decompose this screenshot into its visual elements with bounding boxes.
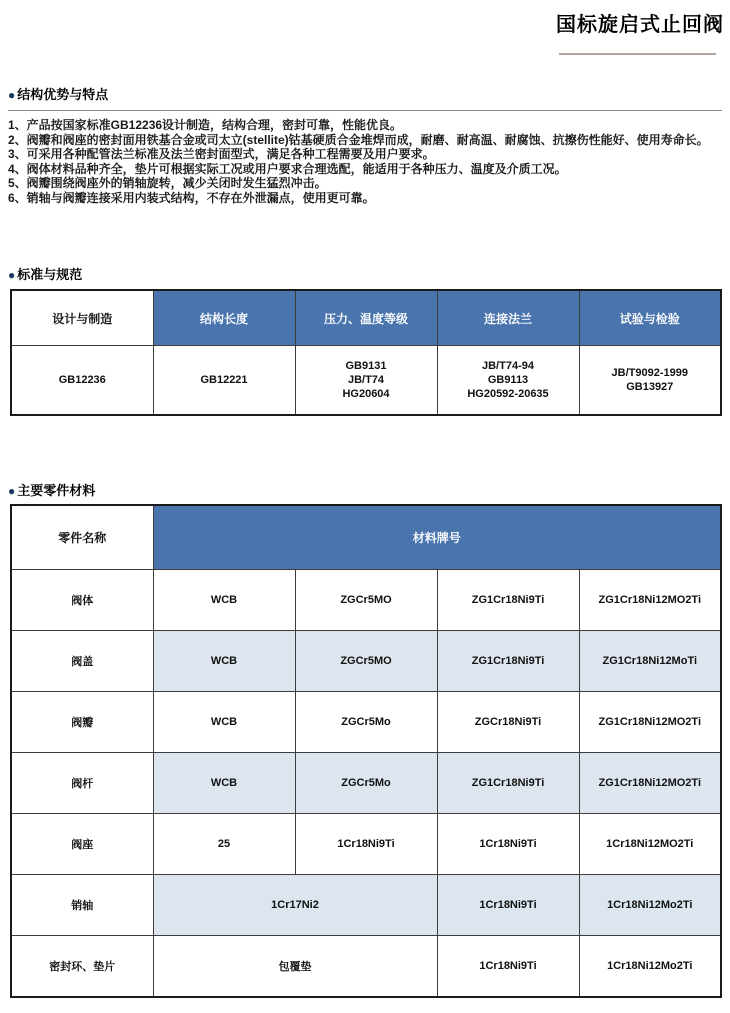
- material-grade-cell: 1Cr18Ni12Mo2Ti: [579, 875, 721, 936]
- materials-row: [11, 631, 721, 692]
- materials-header-row: [11, 505, 721, 570]
- section-heading-features-label: 结构优势与特点: [17, 87, 109, 102]
- standards-value-cell: [437, 346, 579, 416]
- standard-code: GB13927: [626, 381, 674, 393]
- part-name-cell: 阀体: [11, 570, 153, 631]
- feature-item: 1、产品按国家标准GB12236设计制造，结构合理，密封可靠，性能优良。: [8, 118, 403, 132]
- page-title: 国标旋启式止回阀: [556, 14, 724, 36]
- material-grade-cell: ZGCr5Mo: [295, 753, 437, 814]
- material-grade-cell: 1Cr18Ni9Ti: [295, 814, 437, 875]
- material-grade-cell: ZG1Cr18Ni9Ti: [437, 753, 579, 814]
- standard-code: GB9131: [345, 360, 387, 372]
- feature-item: 6、销轴与阀瓣连接采用内装式结构，不存在外泄漏点，使用更可靠。: [8, 190, 375, 205]
- part-name-cell: 阀盖: [11, 631, 153, 692]
- material-grade-cell: ZGCr5MO: [295, 631, 437, 692]
- feature-item: 3、可采用各种配管法兰标准及法兰密封面型式，满足各种工程需要及用户要求。: [8, 147, 435, 162]
- material-grade-cell: 1Cr18Ni9Ti: [437, 814, 579, 875]
- material-grade-cell: 1Cr17Ni2: [153, 875, 437, 936]
- materials-row: [11, 875, 721, 936]
- section-heading-features: [8, 84, 108, 103]
- standards-header-row: [11, 290, 721, 346]
- material-grade-cell: ZG1Cr18Ni9Ti: [437, 631, 579, 692]
- material-grade-cell: ZG1Cr18Ni12MO2Ti: [579, 692, 721, 753]
- materials-table-wrap: [10, 504, 722, 998]
- standards-value-row: [11, 346, 721, 416]
- material-grade-cell: 1Cr18Ni9Ti: [437, 936, 579, 998]
- standards-value-cell: [11, 346, 153, 416]
- part-name-cell: 密封环、垫片: [11, 936, 153, 998]
- heading-divider: [8, 110, 722, 111]
- material-grade-cell: 25: [153, 814, 295, 875]
- bullet-icon: ●: [8, 484, 16, 498]
- standards-header-cell: 试验与检验: [579, 290, 721, 346]
- material-grade-cell: ZG1Cr18Ni12MoTi: [579, 631, 721, 692]
- materials-name-header: 零件名称: [11, 505, 153, 570]
- part-name-cell: 阀杆: [11, 753, 153, 814]
- feature-item: 2、阀瓣和阀座的密封面用铁基合金或司太立(stellite)钴基硬质合金堆焊而成，耐磨、耐高温、耐腐蚀、抗擦伤性能好、使用寿命长。: [8, 132, 709, 147]
- materials-table: [10, 504, 722, 998]
- materials-row: [11, 936, 721, 998]
- bullet-icon: ●: [8, 88, 16, 102]
- materials-row: [11, 692, 721, 753]
- material-grade-cell: ZG1Cr18Ni12MO2Ti: [579, 570, 721, 631]
- standards-header-cell: 结构长度: [153, 290, 295, 346]
- standards-value-cell: [295, 346, 437, 416]
- material-grade-cell: ZGCr5MO: [295, 570, 437, 631]
- material-grade-cell: ZGCr5Mo: [295, 692, 437, 753]
- standard-code: JB/T74-94: [482, 360, 534, 372]
- material-grade-cell: WCB: [153, 631, 295, 692]
- standard-code: JB/T74: [347, 374, 385, 386]
- materials-row: [11, 814, 721, 875]
- standard-code: GB12221: [200, 374, 248, 386]
- title-underline: [559, 53, 716, 55]
- material-grade-cell: WCB: [153, 570, 295, 631]
- material-grade-cell: 1Cr18Ni12MO2Ti: [579, 814, 721, 875]
- standards-header-cell: 压力、温度等级: [295, 290, 437, 346]
- part-name-cell: 阀座: [11, 814, 153, 875]
- section-heading-standards: [8, 264, 82, 283]
- section-heading-materials: [8, 480, 95, 499]
- material-grade-cell: ZG1Cr18Ni12MO2Ti: [579, 753, 721, 814]
- standards-header-cell: 连接法兰: [437, 290, 579, 346]
- material-grade-cell: ZGCr18Ni9Ti: [437, 692, 579, 753]
- part-name-cell: 阀瓣: [11, 692, 153, 753]
- standard-code: HG20604: [342, 388, 390, 400]
- standards-value-cell: [153, 346, 295, 416]
- materials-grade-header: 材料牌号: [153, 505, 721, 570]
- standard-code: GB12236: [58, 374, 106, 386]
- standard-code: JB/T9092-1999: [611, 367, 688, 379]
- part-name-cell: 销轴: [11, 875, 153, 936]
- material-grade-cell: 1Cr18Ni12Mo2Ti: [579, 936, 721, 998]
- material-grade-cell: 包覆垫: [153, 936, 437, 998]
- standards-value-cell: [579, 346, 721, 416]
- material-grade-cell: WCB: [153, 753, 295, 814]
- feature-item: 4、阀体材料品种齐全，垫片可根据实际工况或用户要求合理选配，能适用于各种压力、温度及介质工况。: [8, 161, 567, 176]
- standard-code: HG20592-20635: [467, 388, 549, 400]
- material-grade-cell: WCB: [153, 692, 295, 753]
- standards-header-cell: 设计与制造: [11, 290, 153, 346]
- section-heading-standards-label: 标准与规范: [17, 267, 83, 282]
- bullet-icon: ●: [8, 268, 16, 282]
- standard-code: GB9113: [487, 374, 529, 386]
- materials-row: [11, 753, 721, 814]
- material-grade-cell: ZG1Cr18Ni9Ti: [437, 570, 579, 631]
- features-list: [8, 118, 726, 206]
- feature-item: 5、阀瓣围绕阀座外的销轴旋转，减少关闭时发生猛烈冲击。: [8, 176, 327, 191]
- section-heading-materials-label: 主要零件材料: [17, 483, 96, 498]
- standards-table-wrap: [10, 289, 722, 416]
- standards-table: [10, 289, 722, 416]
- materials-row: [11, 570, 721, 631]
- material-grade-cell: 1Cr18Ni9Ti: [437, 875, 579, 936]
